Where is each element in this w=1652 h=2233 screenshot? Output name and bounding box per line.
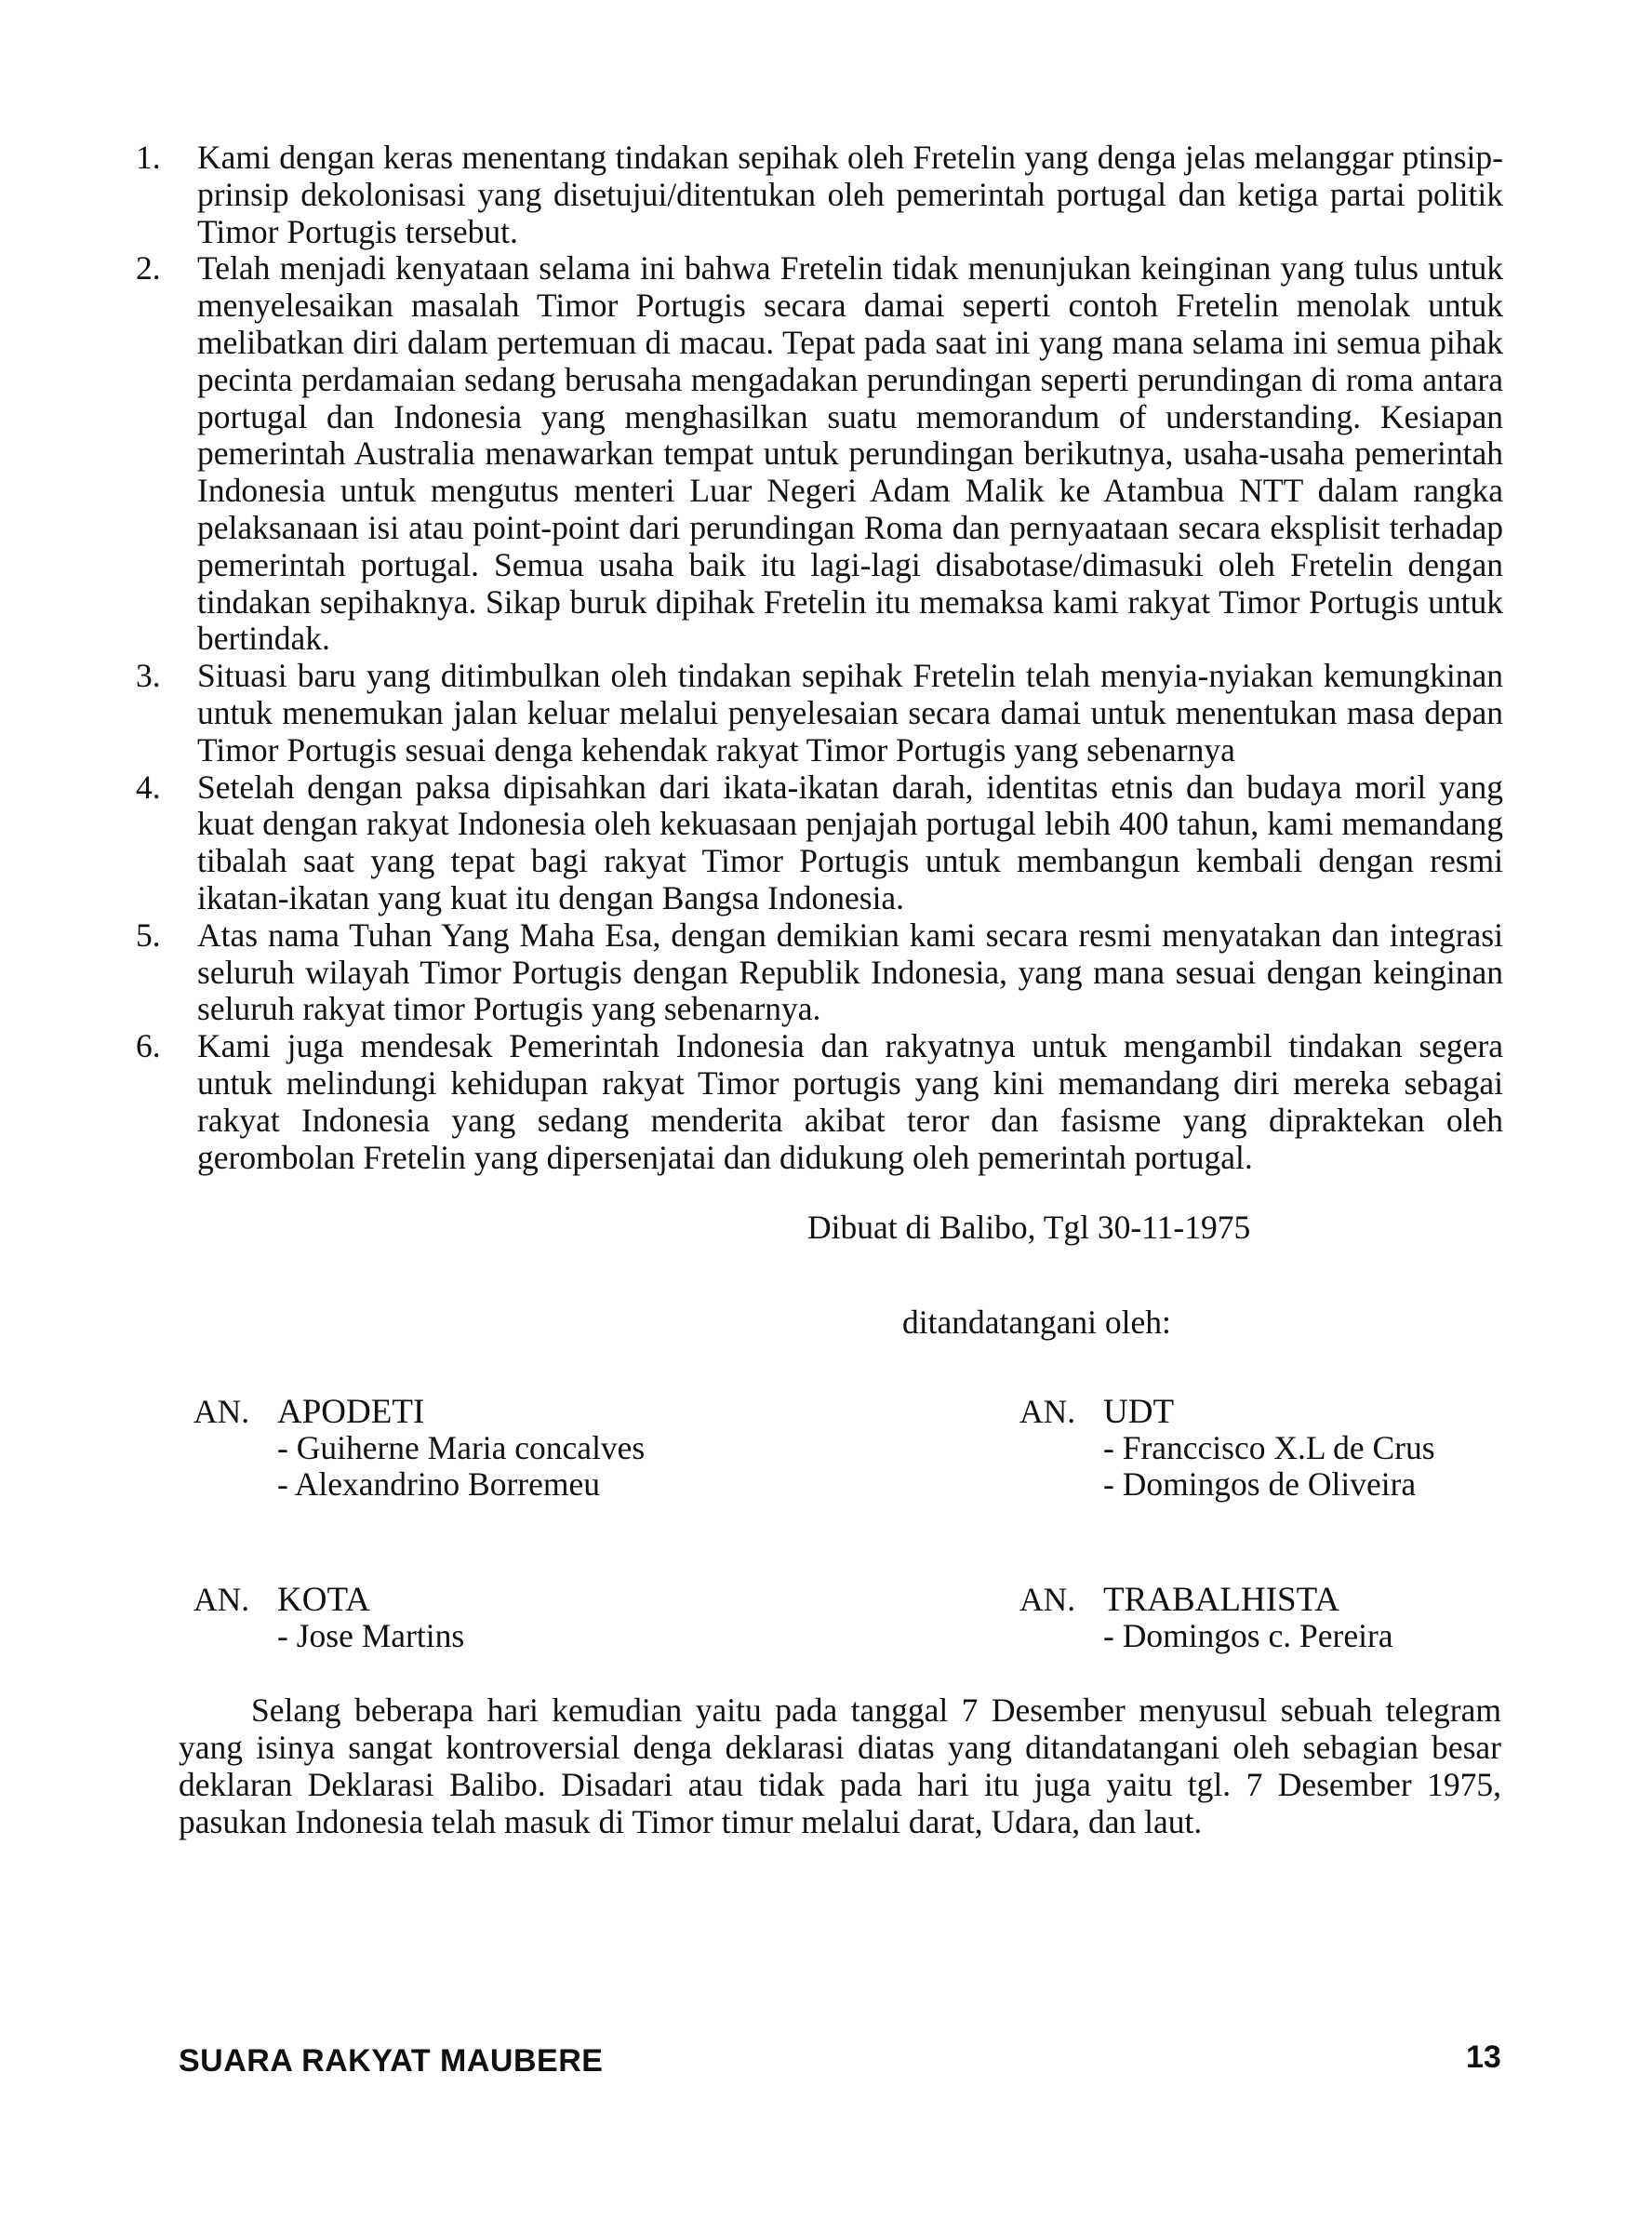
- place-date: Dibuat di Balibo, Tgl 30-11-1975: [807, 1209, 1251, 1246]
- signatory-block-apodeti: [193, 1394, 645, 1503]
- declaration-list: [136, 140, 1503, 1176]
- item-text: Kami juga mendesak Pemerintah Indonesia dan rakyatnya untuk mengambil tindakan segera untuk melindungi kehidupan rakyat Timor portugis yang kini memandang diri mereka sebagai rakyat Indonesia yang sedang menderita akibat teror dan fasisme yang dipraktekan oleh gerombolan Fretelin yang dipersenjatai dan didukung oleh pemerintah portugal.: [197, 1027, 1503, 1176]
- closing-paragraph: Selang beberapa hari kemudian yaitu pada tanggal 7 Desember menyusul sebuah telegram yang isinya sangat kontroversial denga deklarasi diatas yang ditandatangani oleh sebagian besar deklaran Deklarasi Balibo. Disadari atau tidak pada hari itu juga yaitu tgl. 7 Desember 1975, pasukan Indonesia telah masuk di Timor timur melalui darat, Udara, dan laut.: [179, 1691, 1501, 1840]
- signatory-party: KOTA: [277, 1581, 370, 1619]
- declaration-item: [136, 1028, 1503, 1176]
- declaration-item: [136, 769, 1503, 917]
- signatory-party: APODETI: [277, 1393, 425, 1431]
- signatory-member: - Domingos de Oliveira: [1103, 1465, 1417, 1503]
- signatory-member: - Guiherne Maria concalves: [277, 1429, 646, 1466]
- signatory-block-trabalhista: [1019, 1582, 1393, 1654]
- declaration-item: [136, 250, 1503, 658]
- item-number: 3.: [136, 657, 161, 695]
- signatory-prefix: AN.: [193, 1393, 250, 1430]
- publication-title: SUARA RAKYAT MAUBERE: [179, 2043, 604, 2079]
- page-number: 13: [1466, 2039, 1501, 2075]
- item-text: Situasi baru yang ditimbulkan oleh tindakan sepihak Fretelin telah menyia-nyiakan kemungkinan untuk menemukan jalan keluar melalui penyelesaian secara damai untuk menentukan masa depan Timor Portugis sesuai denga kehendak rakyat Timor Portugis yang sebenarnya: [197, 657, 1503, 769]
- signatory-prefix: AN.: [193, 1581, 250, 1618]
- signatory-member: - Franccisco X.L de Crus: [1103, 1429, 1435, 1466]
- signatory-member: - Jose Martins: [277, 1617, 465, 1654]
- item-text: Atas nama Tuhan Yang Maha Esa, dengan demikian kami secara resmi menyatakan dan integrasi seluruh wilayah Timor Portugis dengan Republik Indonesia, yang mana sesuai dengan keinginan seluruh rakyat timor Portugis yang sebenarnya.: [197, 916, 1503, 1028]
- item-text: Kami dengan keras menentang tindakan sepihak oleh Fretelin yang denga jelas melanggar ptinsip- prinsip dekolonisasi yang disetujui/ditentukan oleh pemerintah portugal dan ketiga partai politik Timor Portugis tersebut.: [197, 139, 1503, 250]
- signatory-member: - Alexandrino Borremeu: [277, 1465, 601, 1503]
- item-number: 4.: [136, 768, 161, 806]
- signatory-block-kota: [193, 1582, 464, 1654]
- signatory-party: UDT: [1103, 1393, 1175, 1431]
- item-number: 5.: [136, 916, 161, 954]
- item-text: Setelah dengan paksa dipisahkan dari ikata-ikatan darah, identitas etnis dan budaya moril yang kuat dengan rakyat Indonesia oleh kekuasaan penjajah portugal lebih 400 tahun, kami memandang tibalah saat yang tepat bagi rakyat Timor Portugis untuk membangun kembali dengan resmi ikatan-ikatan yang kuat itu dengan Bangsa Indonesia.: [197, 768, 1503, 916]
- signed-by-label: ditandatangani oleh:: [902, 1304, 1171, 1341]
- signatory-prefix: AN.: [1019, 1393, 1076, 1430]
- item-number: 2.: [136, 249, 161, 287]
- signatory-member: - Domingos c. Pereira: [1103, 1617, 1393, 1654]
- signatory-block-udt: [1019, 1394, 1435, 1503]
- item-number: 1.: [136, 139, 161, 176]
- declaration-item: [136, 917, 1503, 1028]
- item-text: Telah menjadi kenyataan selama ini bahwa Fretelin tidak menunjukan keinginan yang tulus untuk menyelesaikan masalah Timor Portugis secara damai seperti contoh Fretelin menolak untuk melibatkan diri dalam pertemuan di macau. Tepat pada saat ini yang mana selama ini semua pihak pecinta perdamaian sedang berusaha mengadakan perundingan seperti perundingan di roma antara portugal dan Indonesia yang menghasilkan suatu memorandum of understanding. Kesiapan pemerintah Australia menawarkan tempat untuk perundingan berikutnya, usaha-usaha pemerintah Indonesia untuk mengutus menteri Luar Negeri Adam Malik ke Atambua NTT dalam rangka pelaksanaan isi atau point-point dari perundingan Roma dan pernyaataan secara eksplisit terhadap pemerintah portugal. Semua usaha baik itu lagi-lagi disabotase/dimasuki oleh Fretelin dengan tindakan sepihaknya. Sikap buruk dipihak Fretelin itu memaksa kami rakyat Timor Portugis untuk bertindak.: [197, 249, 1503, 658]
- signatory-prefix: AN.: [1019, 1581, 1076, 1618]
- signatory-party: TRABALHISTA: [1103, 1581, 1339, 1619]
- declaration-item: [136, 658, 1503, 769]
- item-number: 6.: [136, 1027, 161, 1065]
- declaration-item: [136, 140, 1503, 250]
